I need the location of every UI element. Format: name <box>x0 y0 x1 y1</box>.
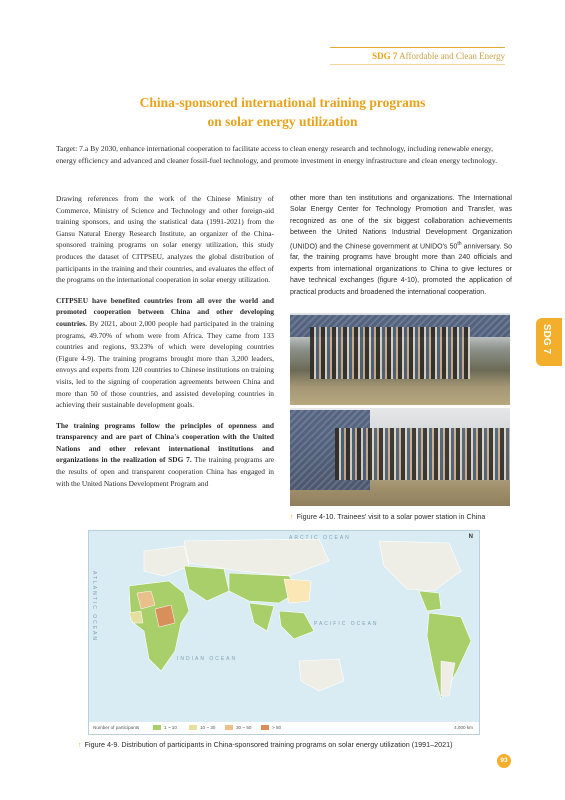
title-line-2: on solar energy utilization <box>207 114 358 129</box>
header-topic: Affordable and Clean Energy <box>399 51 505 61</box>
north-arrow: N <box>468 534 473 540</box>
header-sdg-label: SDG 7 <box>372 51 398 61</box>
map-legend <box>89 722 479 734</box>
ordinal-suffix: th <box>457 240 462 247</box>
paragraph-cooperation-a: other more than ten institutions and organizations. The International Solar Energy Center for Technology Promotion and Transfer, was recognized as one of the six biggest collaboration achievements between the United Nations Industrial Development Organization (UNIDO) and the Chinese government at UNIDO's 50 <box>290 195 512 250</box>
participants-world-map <box>88 530 480 735</box>
legend-label-2: 10 ~ 30 <box>200 725 216 730</box>
running-header <box>372 51 505 61</box>
europe-region <box>144 546 189 576</box>
target-label: Target: <box>56 144 78 153</box>
legend-swatch-4 <box>261 725 269 730</box>
legend-swatch-2 <box>189 725 197 730</box>
legend-swatch-1 <box>153 725 161 730</box>
caption-arrow-icon: ↑ <box>78 740 82 749</box>
figure-4-10-caption-text: Figure 4-10. Trainees' visit to a solar power station in China <box>296 512 486 521</box>
side-tab-label: SDG 7 <box>541 324 552 355</box>
southeast-asia-region <box>279 611 314 639</box>
header-rule-bottom <box>330 64 505 65</box>
figure-4-9-caption-text: Figure 4-9. Distribution of participants in China-sponsored training programs on solar energy utilization (1991–2021) <box>84 740 453 749</box>
label-pacific-ocean: PACIFIC OCEAN <box>314 621 379 627</box>
paragraph-intro: Drawing references from the work of the Chinese Ministry of Commerce, Ministry of Science and Technology and other foreign-aid training sponsors, and using the statistical data (1991-2021) from the Gansu Natural Energy Research Institute, an organizer of the China-sponsored training programs on solar energy utilization, this study produces the dataset of CITPSEU, analyzes the global distribution of participants in the training and their countries, and evaluates the effect of the programs on the international cooperation in solar energy utilization. <box>56 194 274 285</box>
legend-label-4: > 50 <box>272 725 282 730</box>
central-america-region <box>419 591 441 611</box>
paragraph-cooperation-b: anniversary. So far, the training programs have brought more than 240 officials and experts from international organizations to China to give lectures or have technical exchanges (figure 4-10), promoted the application of practical products and broadened the international cooperation. <box>290 242 513 296</box>
australia-region <box>299 659 344 691</box>
south-asia-region <box>249 603 274 631</box>
paragraph-benefits-body: By 2021, about 2,000 people had participated in the training programs, 49.70% of whom were from Africa. They came from 133 countries and regions, 93.23% of which were developing countries (Figure 4-9). The training programs brought more than 3,200 leaders, envoys and experts from 120 countries to Chinese institutions on training visits, led to the signing of cooperation agreements between China and more than 50 of those countries, and assisted developing countries in achieving their sustainable development goals. <box>56 318 274 410</box>
caption-arrow-icon: ↑ <box>290 512 294 521</box>
label-arctic-ocean: ARCTIC OCEAN <box>289 535 351 541</box>
target-statement <box>56 143 511 167</box>
legend-swatch-3 <box>225 725 233 730</box>
paragraph-principles-lead: The training programs follow the principles of openness and transparency and are part of China's cooperation with the United Nations and other relevant international institutions and organizations in the realization of SDG 7. <box>56 420 274 465</box>
world-map-graphic <box>89 531 479 734</box>
paragraph-principles <box>56 420 274 490</box>
header-rule <box>330 47 505 48</box>
map-scale-bar: 4,000 km <box>454 725 473 730</box>
page-number: 93 <box>497 754 511 768</box>
trainee-line <box>335 428 510 480</box>
body-left-column <box>56 193 274 498</box>
photo-trainees-group-1 <box>290 313 510 405</box>
paragraph-benefits-lead: CITPSEU have benefited countries from all over the world and promoted cooperation between China and other developing countries. <box>56 295 274 328</box>
paragraph-benefits <box>56 295 274 411</box>
legend-title: Number of participants <box>93 725 140 730</box>
photo-trainees-group-2 <box>290 408 510 506</box>
north-america-region <box>379 541 461 591</box>
legend-label-3: 30 ~ 50 <box>236 725 252 730</box>
page-title <box>60 93 505 131</box>
body-right-column <box>290 193 512 307</box>
paragraph-cooperation <box>290 193 512 298</box>
label-atlantic-ocean: ATLANTIC OCEAN <box>91 571 97 642</box>
target-text: 7.a By 2030, enhance international cooperation to facilitate access to clean energy research and technology, including renewable energy, energy efficiency and advanced and cleaner fossil-fuel technology, and promote investment in energy infrastructure and clean energy technology. <box>56 144 498 165</box>
title-line-1: China-sponsored international training programs <box>139 95 426 110</box>
sdg-side-tab <box>536 318 562 366</box>
trainee-group <box>310 327 470 379</box>
legend-label-1: 1 ~ 10 <box>164 725 177 730</box>
figure-4-9-caption <box>78 740 453 749</box>
figure-4-10-caption <box>290 512 485 521</box>
middle-east-region <box>184 566 229 601</box>
china-region <box>284 579 311 603</box>
label-indian-ocean: INDIAN OCEAN <box>177 656 238 662</box>
paragraph-principles-body: The training programs are the results of open and transparent cooperation China has engaged in with the United Nations Development Program and <box>56 455 274 488</box>
